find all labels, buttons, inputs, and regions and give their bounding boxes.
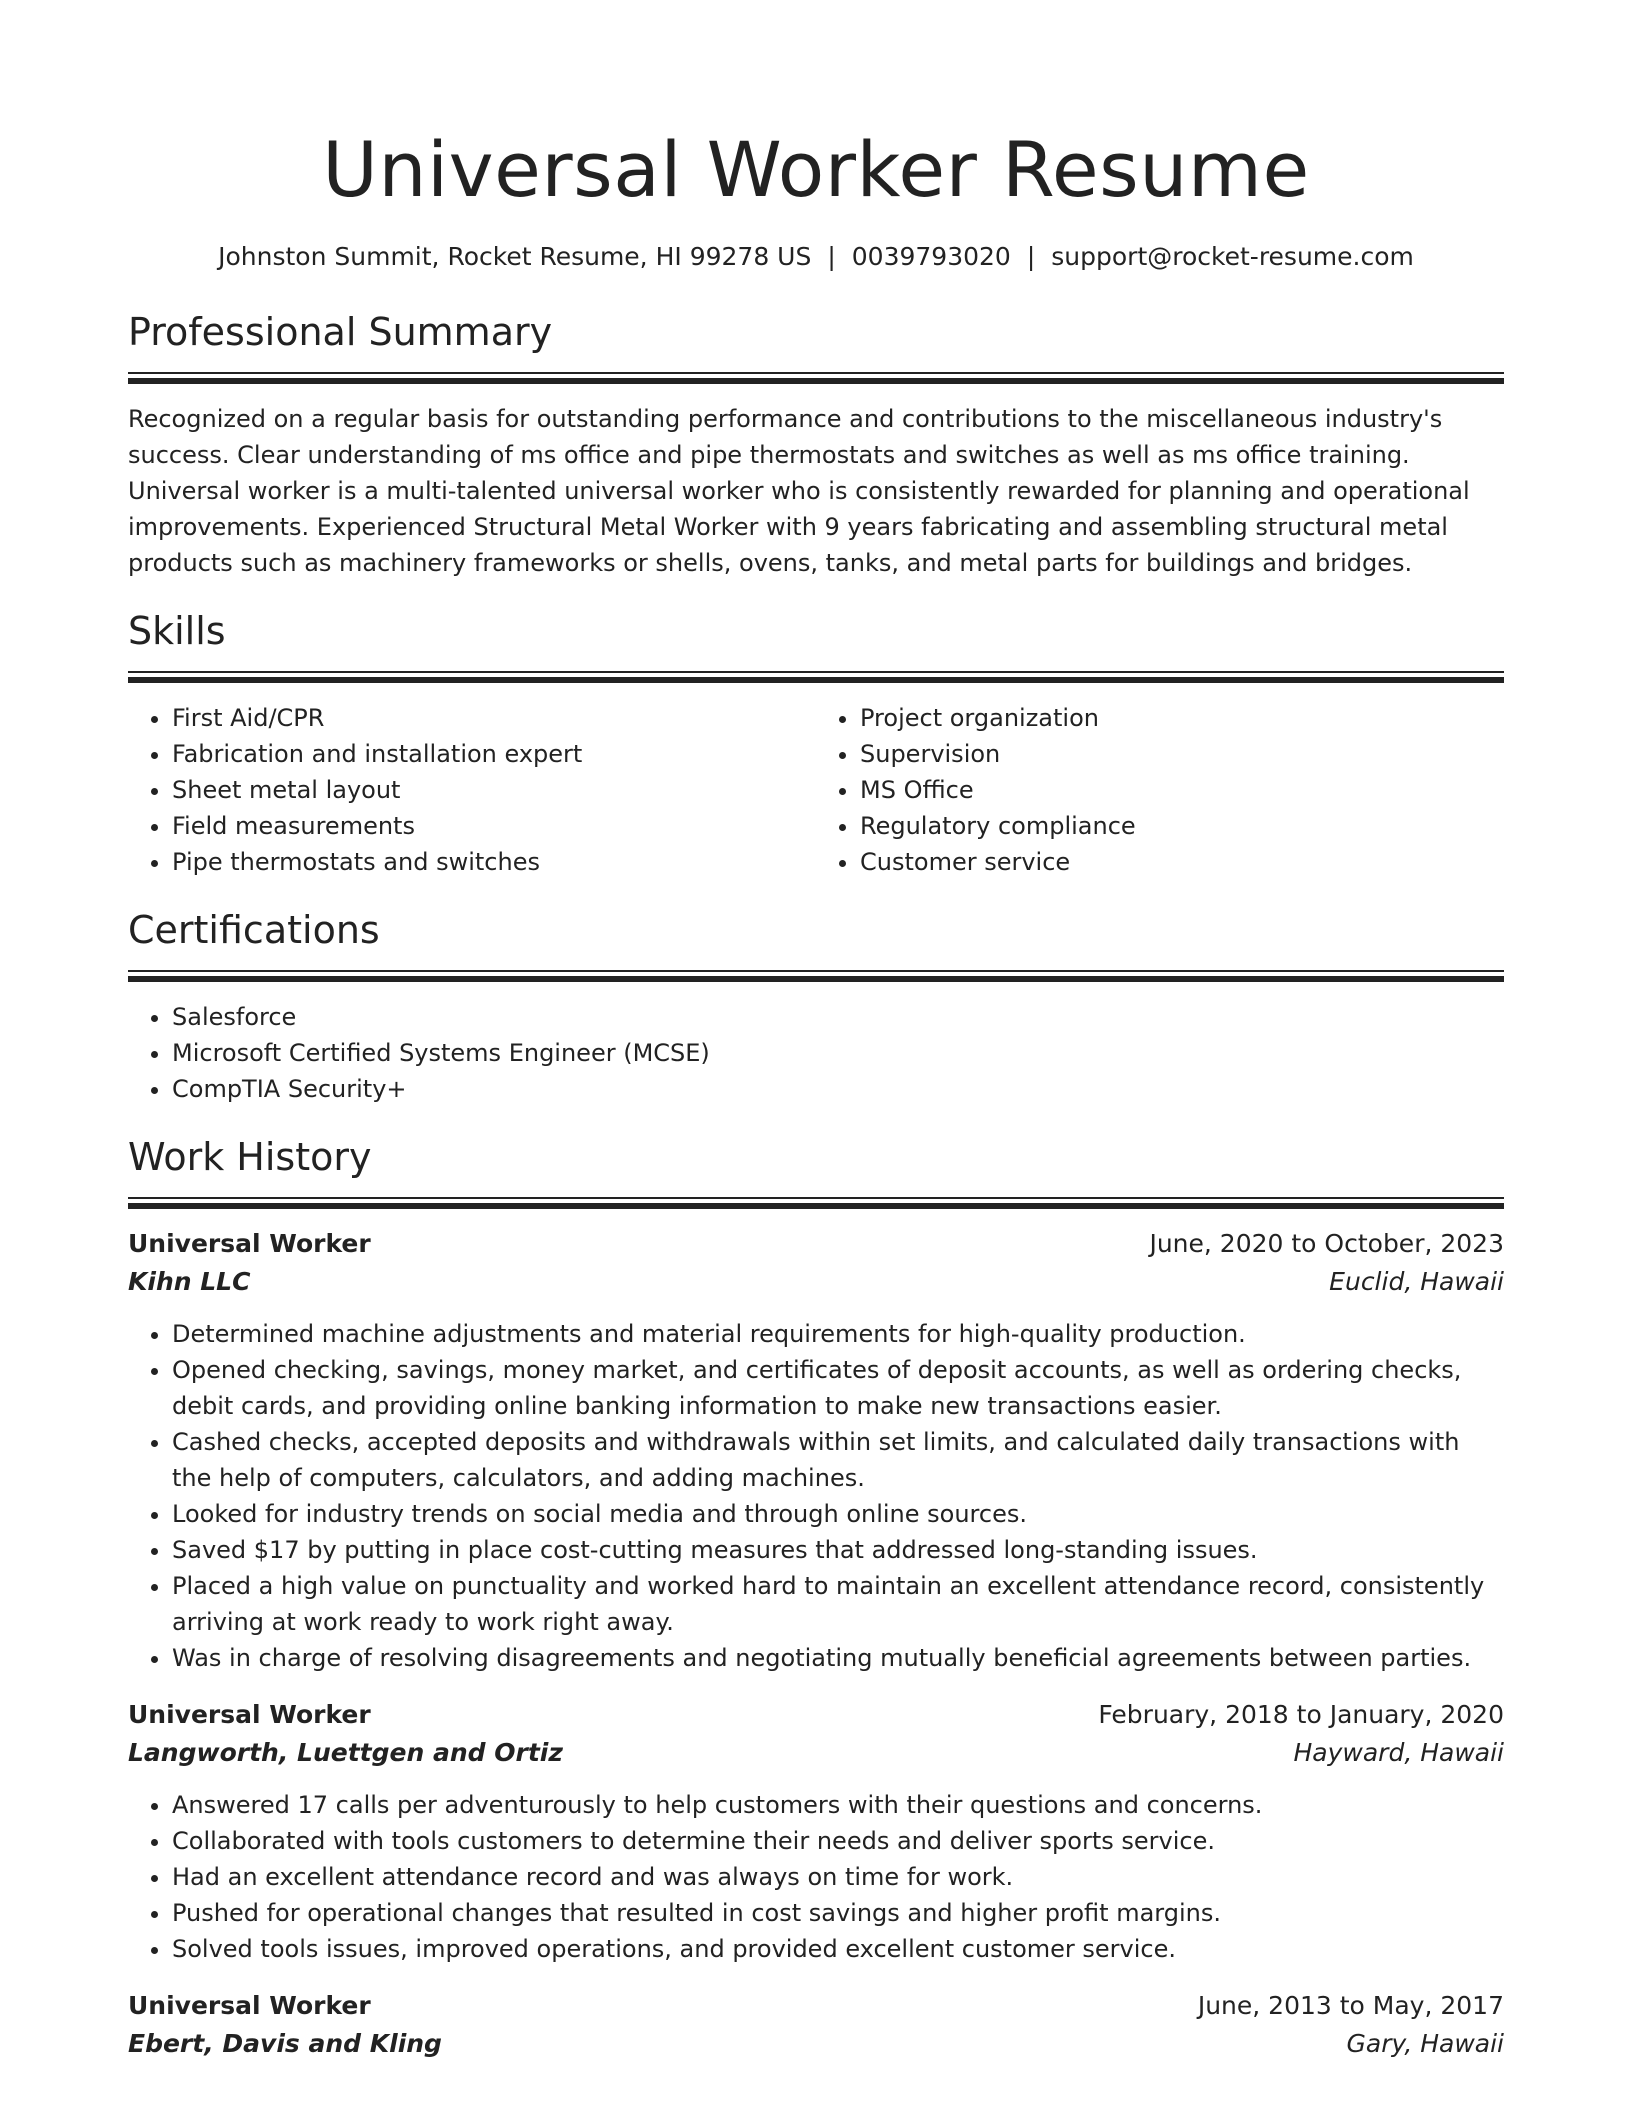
job-dates: June, 2020 to October, 2023 (1149, 1229, 1504, 1258)
job-bullet: • Answered 17 calls per adventurously to help customers with their questions and concerns. (172, 1787, 1504, 1823)
skill-item: • Fabrication and installation expert (172, 736, 816, 772)
section-title-certifications: Certifications (128, 908, 380, 952)
certification-item: • Salesforce (172, 999, 1504, 1035)
job-bullet: • Was in charge of resolving disagreements and negotiating mutually beneficial agreements between parties. (172, 1640, 1504, 1676)
job-company: Ebert, Davis and Kling (128, 2029, 442, 2058)
skill-item: • MS Office (860, 772, 1504, 808)
separator: | (827, 242, 836, 271)
job-bullets (128, 1316, 1504, 1676)
job-bullet: • Collaborated with tools customers to determine their needs and deliver sports service. (172, 1823, 1504, 1859)
skills-list-left (128, 700, 816, 880)
address: Johnston Summit, Rocket Resume, HI 99278 US (218, 242, 812, 271)
job-bullet: • Looked for industry trends on social media and through online sources. (172, 1496, 1504, 1532)
job-location: Gary, Hawaii (1346, 2029, 1504, 2058)
job-title: Universal Worker (128, 1991, 371, 2020)
certifications-section (128, 906, 1504, 1107)
summary-text: Recognized on a regular basis for outstanding performance and contributions to the miscellaneous industry's success. Clear understanding of ms office and pipe thermostats and switches as well as ms office training. Universal worker is a multi-talented universal worker who is consistently rewarded for planning and operational improvements. Experienced Structural Metal Worker with 9 years fabricating and assembling structural metal products such as machinery frameworks or shells, ovens, tanks, and metal parts for buildings and bridges. (128, 405, 1470, 577)
separator: | (1026, 242, 1036, 271)
section-divider (128, 970, 1504, 982)
job-entry (128, 1225, 1504, 1676)
job-title: Universal Worker (128, 1700, 371, 1729)
skill-item: • Supervision (860, 736, 1504, 772)
contact-line (128, 240, 1504, 274)
job-bullet: • Saved $17 by putting in place cost-cutting measures that addressed long-standing issues. (172, 1532, 1504, 1568)
job-location: Hayward, Hawaii (1293, 1738, 1504, 1767)
job-title: Universal Worker (128, 1229, 371, 1258)
skill-item: • Pipe thermostats and switches (172, 844, 816, 880)
job-bullet: • Solved tools issues, improved operations, and provided excellent customer service. (172, 1931, 1504, 1967)
summary-section (128, 308, 1504, 581)
skill-item: • Regulatory compliance (860, 808, 1504, 844)
job-dates: February, 2018 to January, 2020 (1098, 1700, 1504, 1729)
job-bullet: • Determined machine adjustments and material requirements for high-quality production. (172, 1316, 1504, 1352)
skill-item: • First Aid/CPR (172, 700, 816, 736)
certification-item: • Microsoft Certified Systems Engineer (MCSE) (172, 1035, 1504, 1071)
skill-item: • Project organization (860, 700, 1504, 736)
resume-title: Universal Worker Resume (322, 125, 1310, 214)
email: support@rocket-resume.com (1051, 242, 1414, 271)
skills-columns (128, 700, 1504, 880)
certification-item: • CompTIA Security+ (172, 1071, 1504, 1107)
job-bullets (128, 1787, 1504, 1967)
job-bullet: • Had an excellent attendance record and was always on time for work. (172, 1859, 1504, 1895)
section-title-summary: Professional Summary (128, 310, 553, 354)
skill-item: • Customer service (860, 844, 1504, 880)
job-entry (128, 1987, 1504, 2063)
job-company: Kihn LLC (128, 1267, 251, 1296)
job-bullet: • Opened checking, savings, money market, and certificates of deposit accounts, as well as ordering checks, debit cards, and providing online banking information to make new transactions easier. (172, 1352, 1504, 1424)
skills-list-right (816, 700, 1504, 880)
job-bullet: • Placed a high value on punctuality and worked hard to maintain an excellent attendance record, consistently arriving at work ready to work right away. (172, 1568, 1504, 1640)
job-company: Langworth, Luettgen and Ortiz (128, 1738, 563, 1767)
skill-item: • Sheet metal layout (172, 772, 816, 808)
section-divider (128, 372, 1504, 384)
work-history-section (128, 1133, 1504, 2063)
job-bullet: • Pushed for operational changes that resulted in cost savings and higher profit margins. (172, 1895, 1504, 1931)
skills-section (128, 607, 1504, 880)
section-title-work-history: Work History (128, 1135, 372, 1179)
job-location: Euclid, Hawaii (1329, 1267, 1504, 1296)
job-bullet: • Cashed checks, accepted deposits and withdrawals within set limits, and calculated daily transactions with the help of computers, calculators, and adding machines. (172, 1424, 1504, 1496)
section-title-skills: Skills (128, 609, 226, 653)
certifications-list (128, 999, 1504, 1107)
section-divider (128, 1197, 1504, 1209)
phone: 0039793020 (851, 242, 1011, 271)
job-dates: June, 2013 to May, 2017 (1197, 1991, 1504, 2020)
skill-item: • Field measurements (172, 808, 816, 844)
job-entry (128, 1696, 1504, 1967)
section-divider (128, 671, 1504, 683)
